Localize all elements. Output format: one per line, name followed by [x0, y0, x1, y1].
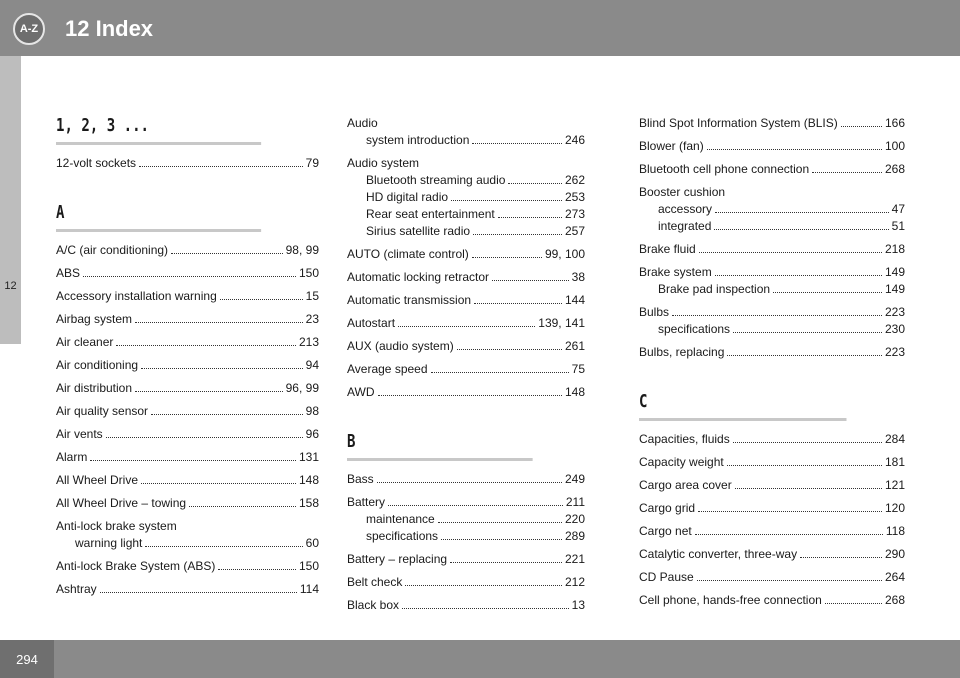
index-subentry[interactable]	[639, 218, 905, 235]
index-entry	[56, 581, 319, 598]
page-reference: 114	[299, 582, 319, 596]
index-term: CD Pause	[639, 570, 694, 584]
index-entry	[639, 264, 905, 298]
index-term: Rear seat entertainment	[366, 207, 495, 221]
index-entry	[347, 551, 585, 568]
page-reference: 38	[571, 270, 585, 284]
dot-leader	[800, 547, 882, 558]
dot-leader	[715, 265, 882, 276]
dot-leader	[141, 358, 303, 369]
index-entry	[347, 292, 585, 309]
index-subentry[interactable]	[347, 528, 585, 545]
index-term: Brake fluid	[639, 242, 696, 256]
page-reference: 150	[298, 559, 319, 573]
index-term: Air distribution	[56, 381, 133, 395]
index-term: integrated	[658, 219, 712, 233]
dot-leader	[431, 362, 569, 373]
index-subentry[interactable]	[347, 172, 585, 189]
index-term: Bluetooth streaming audio	[366, 173, 506, 187]
index-term: Audio system	[347, 156, 420, 170]
index-term: All Wheel Drive – towing	[56, 496, 187, 510]
index-term: Brake pad inspection	[658, 282, 771, 296]
dot-leader	[450, 552, 562, 563]
index-term: accessory	[658, 202, 713, 216]
index-entry-line[interactable]	[56, 426, 319, 443]
index-term: A/C (air conditioning)	[56, 243, 169, 257]
dot-leader	[402, 598, 569, 609]
page-reference: 211	[565, 495, 585, 509]
page-reference: 149	[884, 282, 905, 296]
index-entry-line[interactable]	[56, 265, 319, 282]
index-entry	[347, 494, 585, 545]
dot-leader	[714, 219, 888, 230]
dot-leader	[492, 270, 569, 281]
index-term: Automatic locking retractor	[347, 270, 490, 284]
dot-leader	[825, 593, 882, 604]
dot-leader	[735, 478, 882, 489]
index-entry-line[interactable]	[56, 311, 319, 328]
index-term: Black box	[347, 598, 400, 612]
index-term: Autostart	[347, 316, 396, 330]
dot-leader	[733, 322, 882, 333]
page-reference: 150	[298, 266, 319, 280]
page-reference: 223	[884, 345, 905, 359]
dot-leader	[707, 139, 882, 150]
index-term: specifications	[658, 322, 731, 336]
page-reference: 273	[564, 207, 585, 221]
index-entry-line[interactable]	[639, 523, 905, 540]
index-term: Sirius satellite radio	[366, 224, 471, 238]
index-term: Bluetooth cell phone connection	[639, 162, 810, 176]
index-entry-line[interactable]	[347, 115, 585, 132]
index-term: Accessory installation warning	[56, 289, 217, 303]
index-entry	[56, 472, 319, 489]
page-reference: 13	[571, 598, 585, 612]
dot-leader	[405, 575, 562, 586]
dot-leader	[472, 247, 542, 258]
index-term: Ashtray	[56, 582, 97, 596]
index-term: Airbag system	[56, 312, 133, 326]
index-entry	[56, 380, 319, 397]
index-entry-line[interactable]	[347, 155, 585, 172]
index-term: AUX (audio system)	[347, 339, 454, 353]
dot-leader	[498, 207, 562, 218]
page-reference: 148	[298, 473, 319, 487]
index-entry	[639, 523, 905, 540]
page-number: 294	[0, 640, 54, 678]
index-entry-line[interactable]	[639, 477, 905, 494]
index-entry-line[interactable]	[56, 581, 319, 598]
index-column-1	[56, 115, 319, 604]
index-column-3	[639, 115, 905, 615]
index-entry-line[interactable]	[56, 334, 319, 351]
index-term: Air conditioning	[56, 358, 139, 372]
index-entry-line[interactable]	[639, 241, 905, 258]
index-subentry[interactable]	[639, 201, 905, 218]
index-entry	[347, 597, 585, 614]
page-reference: 23	[305, 312, 319, 326]
page-title: 12 Index	[65, 16, 154, 41]
index-entry-line[interactable]	[56, 155, 319, 172]
index-term: Alarm	[56, 450, 88, 464]
index-entry-line[interactable]	[639, 592, 905, 609]
index-subentry[interactable]	[347, 223, 585, 240]
page-reference: 246	[564, 133, 585, 147]
index-entry	[56, 334, 319, 351]
page-reference: 268	[884, 593, 905, 607]
index-entry	[347, 384, 585, 401]
page-reference: 181	[884, 455, 905, 469]
index-subentry[interactable]	[347, 511, 585, 528]
dot-leader	[189, 496, 296, 507]
dot-leader	[141, 473, 296, 484]
index-subentry[interactable]	[347, 189, 585, 206]
dot-leader	[378, 385, 562, 396]
index-column-2	[347, 115, 585, 620]
index-entry-line[interactable]	[56, 288, 319, 305]
dot-leader	[773, 282, 882, 293]
index-entry-line[interactable]	[639, 500, 905, 517]
page-reference: 221	[564, 552, 585, 566]
page-reference: 249	[564, 472, 585, 486]
index-entry	[639, 241, 905, 258]
page-reference: 98, 99	[285, 243, 319, 257]
page-reference: 257	[564, 224, 585, 238]
index-term: Battery – replacing	[347, 552, 448, 566]
dot-leader	[106, 427, 303, 438]
a-z-index-icon: A-Z	[13, 13, 45, 45]
index-term: HD digital radio	[366, 190, 449, 204]
dot-leader	[672, 305, 882, 316]
index-term: system introduction	[366, 133, 470, 147]
dot-leader	[220, 289, 303, 300]
index-entry-line[interactable]	[56, 242, 319, 259]
dot-leader	[83, 266, 296, 277]
page-reference: 268	[884, 162, 905, 176]
index-entry-line[interactable]	[347, 597, 585, 614]
index-entry-line[interactable]	[639, 454, 905, 471]
dot-leader	[171, 243, 283, 254]
dot-leader	[699, 242, 882, 253]
dot-leader	[508, 173, 562, 184]
index-term: maintenance	[366, 512, 435, 526]
index-entry	[639, 161, 905, 178]
index-subentry[interactable]	[347, 206, 585, 223]
index-entry-line[interactable]	[639, 161, 905, 178]
index-entry-line[interactable]	[639, 569, 905, 586]
index-term: specifications	[366, 529, 439, 543]
index-entry-line[interactable]	[639, 264, 905, 281]
page-reference: 253	[564, 190, 585, 204]
index-entry	[347, 361, 585, 378]
index-entry	[56, 357, 319, 374]
dot-leader	[90, 450, 296, 461]
index-term: Cell phone, hands-free connection	[639, 593, 822, 607]
dot-leader	[135, 312, 303, 323]
dot-leader	[438, 512, 562, 523]
dot-leader	[100, 582, 297, 593]
page-reference: 99, 100	[544, 247, 585, 261]
page-reference: 218	[884, 242, 905, 256]
chapter-tab[interactable]	[0, 56, 21, 344]
index-entry-line[interactable]	[347, 551, 585, 568]
index-entry	[639, 500, 905, 517]
page-reference: 213	[298, 335, 319, 349]
page-reference: 15	[305, 289, 319, 303]
index-entry	[639, 115, 905, 132]
page-reference: 51	[891, 219, 905, 233]
index-term: Belt check	[347, 575, 403, 589]
index-entry	[56, 288, 319, 305]
dot-leader	[441, 529, 562, 540]
page-reference: 98	[305, 404, 319, 418]
page-reference: 96, 99	[285, 381, 319, 395]
dot-leader	[474, 293, 562, 304]
section-heading: B	[347, 431, 533, 461]
index-entry	[639, 184, 905, 235]
index-entry-line[interactable]	[639, 184, 905, 201]
index-entry-line[interactable]	[347, 471, 585, 488]
index-term: Anti-lock brake system	[56, 519, 177, 533]
dot-leader	[139, 156, 303, 167]
page-reference: 284	[884, 432, 905, 446]
index-entry	[639, 431, 905, 448]
page-reference: 94	[305, 358, 319, 372]
dot-leader	[472, 133, 562, 144]
index-entry-line[interactable]	[347, 269, 585, 286]
page-reference: 75	[571, 362, 585, 376]
index-entry	[347, 471, 585, 488]
page-reference: 118	[885, 524, 905, 538]
index-entry	[347, 338, 585, 355]
index-term: Blower (fan)	[639, 139, 704, 153]
page-reference: 149	[884, 265, 905, 279]
page-footer	[0, 640, 960, 678]
index-entry-line[interactable]	[639, 431, 905, 448]
dot-leader	[695, 524, 883, 535]
page-reference: 100	[884, 139, 905, 153]
index-term: ABS	[56, 266, 81, 280]
section-heading: 1, 2, 3 ...	[56, 115, 261, 145]
page-reference: 261	[564, 339, 585, 353]
index-entry	[347, 246, 585, 263]
index-entry	[639, 304, 905, 338]
index-entry	[639, 454, 905, 471]
dot-leader	[135, 381, 283, 392]
index-term: Capacities, fluids	[639, 432, 730, 446]
dot-leader	[451, 190, 562, 201]
index-term: Bulbs, replacing	[639, 345, 725, 359]
index-entry-line[interactable]	[639, 546, 905, 563]
dot-leader	[457, 339, 562, 350]
index-entry	[56, 155, 319, 172]
index-subentry[interactable]	[347, 132, 585, 149]
dot-leader	[377, 472, 562, 483]
index-term: Air cleaner	[56, 335, 114, 349]
index-term: All Wheel Drive	[56, 473, 139, 487]
page-reference: 264	[884, 570, 905, 584]
dot-leader	[733, 432, 882, 443]
index-term: Battery	[347, 495, 386, 509]
index-term: Cargo grid	[639, 501, 696, 515]
dot-leader	[473, 224, 562, 235]
index-entry-line[interactable]	[56, 449, 319, 466]
index-entry	[56, 265, 319, 282]
index-term: Audio	[347, 116, 378, 130]
index-entry	[56, 311, 319, 328]
index-entry-line[interactable]	[347, 574, 585, 591]
page-reference: 158	[298, 496, 319, 510]
index-entry	[639, 344, 905, 361]
page-header	[0, 0, 960, 56]
index-entry	[639, 592, 905, 609]
index-entry	[347, 574, 585, 591]
index-entry	[56, 449, 319, 466]
page-reference: 120	[884, 501, 905, 515]
section-heading: A	[56, 202, 261, 232]
index-entry-line[interactable]	[56, 495, 319, 512]
index-entry	[56, 495, 319, 512]
page-reference: 230	[884, 322, 905, 336]
index-entry-line[interactable]	[56, 558, 319, 575]
page-reference: 262	[564, 173, 585, 187]
page-reference: 220	[564, 512, 585, 526]
index-term: Bass	[347, 472, 374, 486]
index-entry	[56, 426, 319, 443]
dot-leader	[727, 345, 882, 356]
index-entry	[56, 518, 319, 552]
index-entry-line[interactable]	[639, 344, 905, 361]
index-subentry[interactable]	[639, 321, 905, 338]
dot-leader	[388, 495, 563, 506]
dot-leader	[145, 536, 302, 547]
index-term: Capacity weight	[639, 455, 724, 469]
index-entry-line[interactable]	[347, 494, 585, 511]
index-entry	[639, 138, 905, 155]
page-reference: 166	[884, 116, 905, 130]
index-entry-line[interactable]	[347, 361, 585, 378]
index-entry	[639, 477, 905, 494]
index-subentry[interactable]	[56, 535, 319, 552]
page-reference: 289	[564, 529, 585, 543]
index-entry-line[interactable]	[56, 403, 319, 420]
index-entry-line[interactable]	[639, 304, 905, 321]
page-reference: 121	[884, 478, 905, 492]
index-subentry[interactable]	[639, 281, 905, 298]
index-entry-line[interactable]	[56, 357, 319, 374]
index-entry	[639, 569, 905, 586]
index-term: AUTO (climate control)	[347, 247, 469, 261]
page-reference: 60	[305, 536, 319, 550]
dot-leader	[727, 455, 882, 466]
dot-leader	[697, 570, 882, 581]
index-term: Brake system	[639, 265, 712, 279]
index-entry	[56, 558, 319, 575]
index-entry-line[interactable]	[639, 138, 905, 155]
page-reference: 79	[305, 156, 319, 170]
index-entry-line[interactable]	[56, 380, 319, 397]
index-entry-line[interactable]	[347, 338, 585, 355]
index-entry	[347, 155, 585, 240]
index-term: Automatic transmission	[347, 293, 472, 307]
dot-leader	[398, 316, 535, 327]
index-entry-line[interactable]	[56, 472, 319, 489]
index-term: Cargo net	[639, 524, 692, 538]
chapter-tab-label: 12	[4, 280, 17, 292]
index-term: Blind Spot Information System (BLIS)	[639, 116, 838, 130]
page-reference: 96	[305, 427, 319, 441]
section-heading: C	[639, 391, 846, 421]
page-reference: 139, 141	[538, 316, 585, 330]
index-entry-line[interactable]	[347, 292, 585, 309]
index-entry	[56, 403, 319, 420]
index-term: Air vents	[56, 427, 103, 441]
index-entry	[347, 115, 585, 149]
index-entry	[347, 269, 585, 286]
page-reference: 131	[298, 450, 319, 464]
page-reference: 47	[891, 202, 905, 216]
index-term: Average speed	[347, 362, 428, 376]
index-entry	[347, 315, 585, 332]
page-reference: 212	[564, 575, 585, 589]
index-entry	[56, 242, 319, 259]
page-reference: 148	[564, 385, 585, 399]
index-term: Catalytic converter, three-way	[639, 547, 798, 561]
index-entry-line[interactable]	[56, 518, 319, 535]
index-term: Air quality sensor	[56, 404, 149, 418]
dot-leader	[698, 501, 882, 512]
index-entry-line[interactable]	[347, 384, 585, 401]
index-entry	[639, 546, 905, 563]
index-entry-line[interactable]	[639, 115, 905, 132]
index-term: 12-volt sockets	[56, 156, 137, 170]
dot-leader	[812, 162, 882, 173]
index-term: Cargo area cover	[639, 478, 732, 492]
dot-leader	[841, 116, 882, 127]
dot-leader	[715, 202, 889, 213]
index-term: Booster cushion	[639, 185, 726, 199]
dot-leader	[218, 559, 296, 570]
page-reference: 223	[884, 305, 905, 319]
index-term: Bulbs	[639, 305, 670, 319]
index-entry-line[interactable]	[347, 246, 585, 263]
index-term: AWD	[347, 385, 375, 399]
index-entry-line[interactable]	[347, 315, 585, 332]
page-reference: 144	[564, 293, 585, 307]
page-reference: 290	[884, 547, 905, 561]
dot-leader	[116, 335, 296, 346]
index-term: Anti-lock Brake System (ABS)	[56, 559, 216, 573]
dot-leader	[151, 404, 303, 415]
index-term: warning light	[75, 536, 143, 550]
